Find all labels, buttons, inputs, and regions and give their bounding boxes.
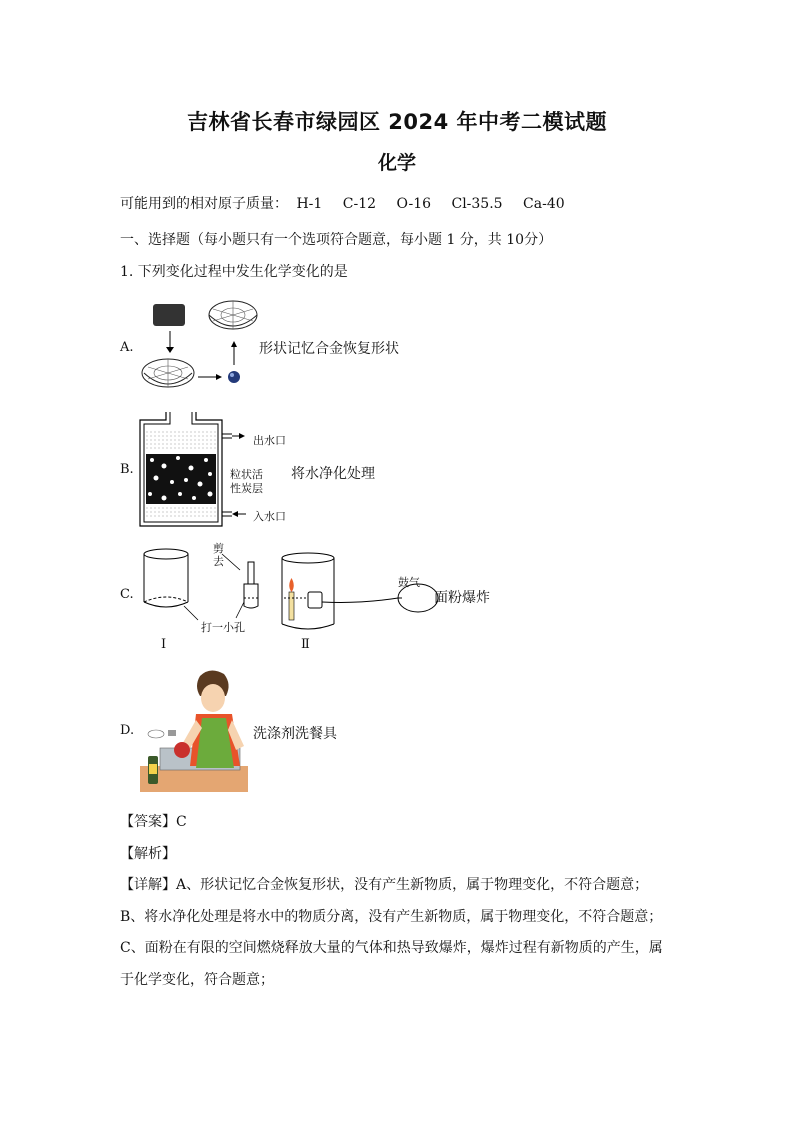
atomic-mass-item: O-16 (396, 196, 432, 212)
candle (289, 592, 294, 620)
option-b-letter: B. (120, 462, 134, 477)
hole-label: 打一小孔 (201, 621, 245, 634)
page-title: 吉林省长春市绿园区 2024 年中考二模试题 (186, 110, 608, 134)
option-b-caption: 将水净化处理 (291, 466, 375, 482)
detail-line-2: B、将水净化处理是将水中的物质分离，没有产生新物质，属于物理变化，不符合题意； (120, 909, 663, 925)
atomic-mass-label: 可能用到的相对原子质量： (120, 196, 288, 212)
atomic-mass-line (120, 193, 565, 213)
cut-label-1: 剪 (213, 542, 224, 555)
figure-1-label: Ⅰ (161, 637, 167, 652)
figure-2-label: Ⅱ (301, 637, 310, 652)
page-subtitle: 化学 (377, 152, 416, 174)
option-a-letter: A. (120, 340, 134, 355)
cut-label-2: 去 (213, 555, 224, 568)
answer-label: 【答案】 (120, 814, 176, 830)
option-d-caption: 洗涤剂洗餐具 (253, 726, 337, 742)
detail-line-4: 于化学变化，符合题意； (120, 972, 274, 988)
dish (174, 742, 190, 758)
atomic-mass-item: Ca-40 (523, 196, 565, 212)
outlet-label: 出水口 (253, 434, 286, 447)
question-stem: 1. 下列变化过程中发生化学变化的是 (120, 264, 348, 280)
inlet-label: 入水口 (253, 510, 286, 523)
answer-line (120, 811, 187, 831)
heat-block (153, 304, 185, 326)
shape-memory-alloy-figure (140, 295, 270, 395)
option-d-letter: D. (120, 723, 135, 738)
detail-line-3: C、面粉在有限的空间燃烧释放大量的气体和热导致爆炸，爆炸过程有新物质的产生，属 (120, 940, 663, 956)
detail-text: A、形状记忆合金恢复形状，没有产生新物质，属于物理变化，不符合题意； (176, 877, 649, 893)
bellows-label: 鼓气 (398, 576, 420, 589)
dishwashing-boy-figure (140, 668, 250, 792)
carbon-label-1: 粒状活 (230, 468, 263, 481)
crumpled-wire (228, 371, 240, 383)
detail-label: 【详解】 (120, 877, 176, 893)
boy-face (201, 684, 225, 712)
atomic-mass-item: H-1 (296, 196, 323, 212)
option-a-caption: 形状记忆合金恢复形状 (259, 341, 399, 357)
carbon-label-2: 性炭层 (230, 482, 263, 495)
option-c-caption: 面粉爆炸 (434, 590, 490, 606)
option-c-letter: C. (120, 587, 134, 602)
atomic-mass-item: C-12 (342, 196, 377, 212)
candle-flame (289, 578, 294, 592)
detail-line-1 (120, 874, 648, 894)
dish-antenna-bottom (142, 359, 194, 387)
flour-explosion-figure (140, 540, 470, 635)
answer-value: C (176, 814, 187, 830)
analysis-label: 【解析】 (120, 846, 176, 862)
section-heading: 一、选择题（每小题只有一个选项符合题意，每小题 1 分，共 10分） (120, 232, 553, 248)
atomic-mass-item: Cl-35.5 (451, 196, 503, 212)
dish-antenna-top (209, 301, 257, 329)
